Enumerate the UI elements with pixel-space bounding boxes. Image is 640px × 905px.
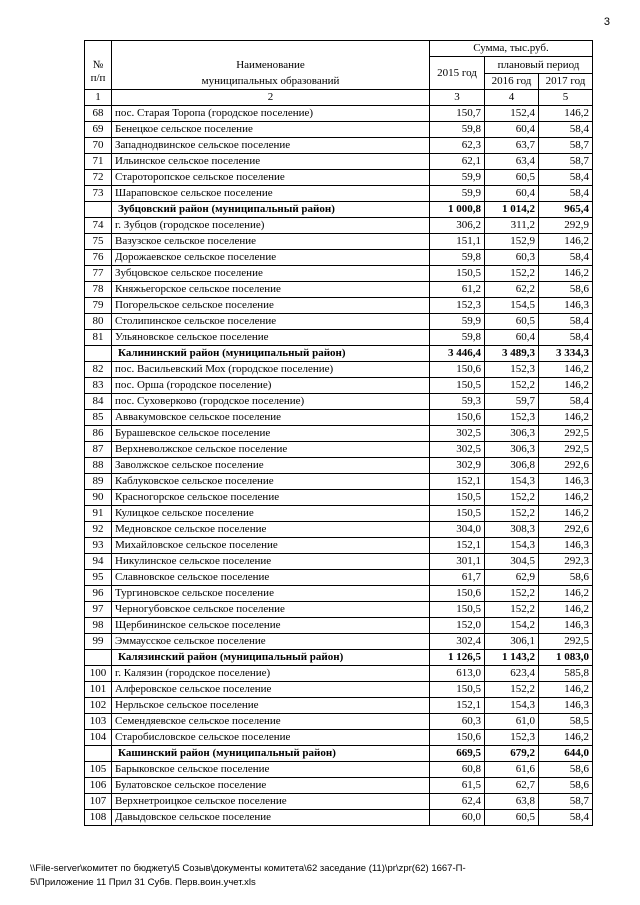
value-2015: 304,0: [430, 522, 485, 538]
value-2017: 58,4: [539, 810, 593, 826]
header-2017: 2017 год: [539, 74, 593, 90]
value-2015: 62,1: [430, 154, 485, 170]
value-2017: 146,2: [539, 586, 593, 602]
value-2015: 150,5: [430, 506, 485, 522]
row-number: 77: [85, 266, 112, 282]
value-2017: 146,2: [539, 410, 593, 426]
value-2016: 623,4: [485, 666, 539, 682]
value-2015: 152,0: [430, 618, 485, 634]
municipality-name: Западнодвинское сельское поселение: [112, 138, 430, 154]
row-number: 103: [85, 714, 112, 730]
value-2017: 58,6: [539, 282, 593, 298]
municipality-name: Каблуковское сельское поселение: [112, 474, 430, 490]
header-planned: плановый период: [485, 57, 593, 74]
table-row: [85, 330, 593, 346]
table-row: [85, 794, 593, 810]
value-2015: 61,5: [430, 778, 485, 794]
row-number: 95: [85, 570, 112, 586]
col-index-5: 5: [539, 90, 593, 106]
value-2015: 301,1: [430, 554, 485, 570]
municipality-name: г. Калязин (городское поселение): [112, 666, 430, 682]
value-2016: 154,3: [485, 538, 539, 554]
value-2017: 585,8: [539, 666, 593, 682]
municipality-name: пос. Васильевский Мох (городское поселение): [112, 362, 430, 378]
municipality-name: пос. Орша (городское поселение): [112, 378, 430, 394]
row-number: 74: [85, 218, 112, 234]
table-row: [85, 762, 593, 778]
value-2015: 60,3: [430, 714, 485, 730]
value-2015: 59,9: [430, 314, 485, 330]
value-2017: 292,6: [539, 458, 593, 474]
value-2015: 150,5: [430, 490, 485, 506]
table-row: [85, 154, 593, 170]
row-number: [85, 202, 112, 218]
value-2015: 59,3: [430, 394, 485, 410]
district-total-row: [85, 650, 593, 666]
value-2016: 306,1: [485, 634, 539, 650]
value-2017: 146,3: [539, 538, 593, 554]
table-row: [85, 250, 593, 266]
row-number: 85: [85, 410, 112, 426]
row-number: 73: [85, 186, 112, 202]
value-2016: 152,2: [485, 602, 539, 618]
value-2015: 150,5: [430, 682, 485, 698]
municipality-name: Славновское сельское поселение: [112, 570, 430, 586]
municipality-name: Столипинское сельское поселение: [112, 314, 430, 330]
table-body: [85, 106, 593, 826]
value-2015: 59,8: [430, 250, 485, 266]
value-2015: 302,5: [430, 426, 485, 442]
row-number: 105: [85, 762, 112, 778]
row-number: 99: [85, 634, 112, 650]
header-name: [112, 41, 430, 90]
row-number: [85, 650, 112, 666]
value-2016: 152,2: [485, 378, 539, 394]
value-2016: 152,2: [485, 586, 539, 602]
row-number: 94: [85, 554, 112, 570]
municipality-name: Щербининское сельское поселение: [112, 618, 430, 634]
table-row: [85, 362, 593, 378]
value-2017: 644,0: [539, 746, 593, 762]
value-2016: 3 489,3: [485, 346, 539, 362]
row-number: 87: [85, 442, 112, 458]
value-2015: 150,6: [430, 730, 485, 746]
municipality-name: Ильинское сельское поселение: [112, 154, 430, 170]
value-2017: 1 083,0: [539, 650, 593, 666]
value-2017: 965,4: [539, 202, 593, 218]
value-2017: 292,3: [539, 554, 593, 570]
value-2016: 61,6: [485, 762, 539, 778]
row-number: 101: [85, 682, 112, 698]
municipality-name: Зубцовский район (муниципальный район): [112, 202, 430, 218]
table-row: [85, 602, 593, 618]
value-2015: 150,6: [430, 410, 485, 426]
value-2017: 292,5: [539, 442, 593, 458]
municipality-name: Староторопское сельское поселение: [112, 170, 430, 186]
value-2016: 60,5: [485, 810, 539, 826]
municipality-name: Шараповское сельское поселение: [112, 186, 430, 202]
row-number: 81: [85, 330, 112, 346]
col-index-3: 3: [430, 90, 485, 106]
value-2016: 152,3: [485, 362, 539, 378]
table-row: [85, 778, 593, 794]
value-2016: 60,4: [485, 330, 539, 346]
table-row: [85, 266, 593, 282]
row-number: 70: [85, 138, 112, 154]
row-number: 71: [85, 154, 112, 170]
table-row: [85, 298, 593, 314]
row-number: 98: [85, 618, 112, 634]
row-number: 79: [85, 298, 112, 314]
value-2015: 1 000,8: [430, 202, 485, 218]
value-2017: 146,2: [539, 730, 593, 746]
value-2016: 63,8: [485, 794, 539, 810]
col-index-4: 4: [485, 90, 539, 106]
value-2015: 306,2: [430, 218, 485, 234]
row-number: 86: [85, 426, 112, 442]
row-number: 80: [85, 314, 112, 330]
footer-line-2: 5\Приложение 11 Прил 31 Субв. Перв.воин.учет.xls: [30, 877, 256, 888]
value-2015: 61,7: [430, 570, 485, 586]
file-path-footer: [30, 862, 610, 890]
municipality-name: Верхневолжское сельское поселение: [112, 442, 430, 458]
municipality-name: Заволжское сельское поселение: [112, 458, 430, 474]
municipality-name: Верхнетроицкое сельское поселение: [112, 794, 430, 810]
value-2015: 152,1: [430, 698, 485, 714]
municipality-name: Алферовское сельское поселение: [112, 682, 430, 698]
value-2015: 62,3: [430, 138, 485, 154]
municipality-name: Погорельское сельское поселение: [112, 298, 430, 314]
value-2016: 62,2: [485, 282, 539, 298]
header-num-label: № п/п: [90, 58, 106, 84]
row-number: 97: [85, 602, 112, 618]
municipality-name: Старобисловское сельское поселение: [112, 730, 430, 746]
municipality-name: Калининский район (муниципальный район): [112, 346, 430, 362]
row-number: [85, 346, 112, 362]
row-number: 83: [85, 378, 112, 394]
row-number: 69: [85, 122, 112, 138]
col-index-1: 1: [85, 90, 112, 106]
municipality-name: Зубцовское сельское поселение: [112, 266, 430, 282]
value-2017: 146,3: [539, 618, 593, 634]
value-2015: 3 446,4: [430, 346, 485, 362]
value-2017: 146,2: [539, 602, 593, 618]
value-2015: 152,1: [430, 474, 485, 490]
row-number: 89: [85, 474, 112, 490]
row-number: 68: [85, 106, 112, 122]
row-number: 84: [85, 394, 112, 410]
municipality-name: Красногорское сельское поселение: [112, 490, 430, 506]
table-row: [85, 442, 593, 458]
municipality-name: Вазузское сельское поселение: [112, 234, 430, 250]
value-2016: 152,2: [485, 266, 539, 282]
value-2016: 60,5: [485, 314, 539, 330]
value-2017: 58,6: [539, 762, 593, 778]
value-2017: 58,5: [539, 714, 593, 730]
table-row: [85, 730, 593, 746]
value-2015: 150,7: [430, 106, 485, 122]
table-row: [85, 618, 593, 634]
table-row: [85, 138, 593, 154]
value-2016: 62,9: [485, 570, 539, 586]
table-row: [85, 378, 593, 394]
value-2017: 292,9: [539, 218, 593, 234]
municipality-name: Кашинский район (муниципальный район): [112, 746, 430, 762]
value-2016: 1 143,2: [485, 650, 539, 666]
municipality-name: пос. Суховерково (городское поселение): [112, 394, 430, 410]
value-2017: 146,3: [539, 298, 593, 314]
table-row: [85, 506, 593, 522]
value-2017: 146,2: [539, 362, 593, 378]
municipality-name: Аввакумовское сельское поселение: [112, 410, 430, 426]
table-row: [85, 522, 593, 538]
table-row: [85, 554, 593, 570]
table-row: [85, 586, 593, 602]
row-number: 88: [85, 458, 112, 474]
municipality-name: Калязинский район (муниципальный район): [112, 650, 430, 666]
row-number: 107: [85, 794, 112, 810]
value-2015: 669,5: [430, 746, 485, 762]
table-row: [85, 714, 593, 730]
value-2016: 63,7: [485, 138, 539, 154]
municipality-name: Княжьегорское сельское поселение: [112, 282, 430, 298]
value-2016: 306,8: [485, 458, 539, 474]
value-2016: 152,2: [485, 490, 539, 506]
row-number: 108: [85, 810, 112, 826]
value-2017: 3 334,3: [539, 346, 593, 362]
table-row: [85, 426, 593, 442]
row-number: 82: [85, 362, 112, 378]
table-row: [85, 538, 593, 554]
value-2016: 152,3: [485, 410, 539, 426]
value-2015: 62,4: [430, 794, 485, 810]
municipality-name: Бурашевское сельское поселение: [112, 426, 430, 442]
municipality-name: Никулинское сельское поселение: [112, 554, 430, 570]
row-number: 104: [85, 730, 112, 746]
municipality-name: Кулицкое сельское поселение: [112, 506, 430, 522]
table-row: [85, 106, 593, 122]
municipality-name: Дорожаевское сельское поселение: [112, 250, 430, 266]
municipality-name: Тургиновское сельское поселение: [112, 586, 430, 602]
value-2017: 146,2: [539, 506, 593, 522]
row-number: 96: [85, 586, 112, 602]
municipality-name: Булатовское сельское поселение: [112, 778, 430, 794]
value-2017: 292,6: [539, 522, 593, 538]
value-2016: 152,2: [485, 506, 539, 522]
value-2015: 150,5: [430, 602, 485, 618]
value-2016: 152,2: [485, 682, 539, 698]
value-2016: 154,5: [485, 298, 539, 314]
value-2016: 306,3: [485, 426, 539, 442]
value-2016: 679,2: [485, 746, 539, 762]
value-2017: 146,3: [539, 698, 593, 714]
value-2016: 59,7: [485, 394, 539, 410]
municipality-name: Черногубовское сельское поселение: [112, 602, 430, 618]
row-number: 92: [85, 522, 112, 538]
value-2015: 302,4: [430, 634, 485, 650]
value-2015: 150,5: [430, 266, 485, 282]
municipality-name: Нерльское сельское поселение: [112, 698, 430, 714]
municipality-name: Давыдовское сельское поселение: [112, 810, 430, 826]
value-2015: 613,0: [430, 666, 485, 682]
value-2017: 146,2: [539, 266, 593, 282]
table-row: [85, 458, 593, 474]
municipality-name: Бенецкое сельское поселение: [112, 122, 430, 138]
value-2016: 60,4: [485, 122, 539, 138]
table-row: [85, 490, 593, 506]
value-2016: 154,2: [485, 618, 539, 634]
value-2017: 292,5: [539, 426, 593, 442]
row-number: 76: [85, 250, 112, 266]
value-2016: 154,3: [485, 698, 539, 714]
table-row: [85, 682, 593, 698]
row-number: [85, 746, 112, 762]
municipality-name: Семендяевское сельское поселение: [112, 714, 430, 730]
value-2017: 58,4: [539, 186, 593, 202]
value-2015: 59,8: [430, 330, 485, 346]
value-2017: 58,4: [539, 122, 593, 138]
value-2017: 58,7: [539, 154, 593, 170]
value-2015: 59,8: [430, 122, 485, 138]
row-number: 100: [85, 666, 112, 682]
table-row: [85, 810, 593, 826]
value-2017: 58,4: [539, 394, 593, 410]
row-number: 102: [85, 698, 112, 714]
header-num: [85, 41, 112, 90]
district-total-row: [85, 346, 593, 362]
col-index-2: 2: [112, 90, 430, 106]
value-2015: 152,3: [430, 298, 485, 314]
value-2017: 58,4: [539, 330, 593, 346]
value-2016: 62,7: [485, 778, 539, 794]
table-row: [85, 410, 593, 426]
row-number: 91: [85, 506, 112, 522]
municipality-name: Барыковское сельское поселение: [112, 762, 430, 778]
table-row: [85, 282, 593, 298]
value-2017: 58,6: [539, 570, 593, 586]
table-row: [85, 218, 593, 234]
table-row: [85, 170, 593, 186]
value-2016: 61,0: [485, 714, 539, 730]
value-2015: 150,5: [430, 378, 485, 394]
table-row: [85, 186, 593, 202]
value-2015: 59,9: [430, 186, 485, 202]
table-row: [85, 314, 593, 330]
row-number: 93: [85, 538, 112, 554]
municipality-name: пос. Старая Торопа (городское поселение): [112, 106, 430, 122]
value-2015: 152,1: [430, 538, 485, 554]
municipality-name: Михайловское сельское поселение: [112, 538, 430, 554]
row-number: 72: [85, 170, 112, 186]
value-2017: 146,2: [539, 234, 593, 250]
value-2016: 311,2: [485, 218, 539, 234]
value-2017: 146,3: [539, 474, 593, 490]
value-2016: 60,3: [485, 250, 539, 266]
value-2015: 1 126,5: [430, 650, 485, 666]
table-row: [85, 234, 593, 250]
value-2015: 59,9: [430, 170, 485, 186]
value-2017: 58,4: [539, 250, 593, 266]
row-number: 106: [85, 778, 112, 794]
table-row: [85, 698, 593, 714]
value-2016: 304,5: [485, 554, 539, 570]
value-2017: 146,2: [539, 490, 593, 506]
row-number: 90: [85, 490, 112, 506]
row-number: 78: [85, 282, 112, 298]
value-2017: 292,5: [539, 634, 593, 650]
value-2017: 146,2: [539, 378, 593, 394]
value-2017: 58,4: [539, 170, 593, 186]
footer-line-1: \\File-server\комитет по бюджету\5 Созыв\документы комитета\62 заседание (11)\pr\zpr(62) 1667-П-: [30, 863, 466, 874]
value-2015: 302,5: [430, 442, 485, 458]
value-2015: 61,2: [430, 282, 485, 298]
header-name-label: Наименование муниципальных образований: [201, 59, 340, 87]
value-2015: 60,8: [430, 762, 485, 778]
district-total-row: [85, 746, 593, 762]
header-sum: Сумма, тыс.руб.: [430, 41, 593, 57]
value-2015: 302,9: [430, 458, 485, 474]
value-2016: 152,3: [485, 730, 539, 746]
table-row: [85, 394, 593, 410]
value-2016: 152,9: [485, 234, 539, 250]
value-2016: 63,4: [485, 154, 539, 170]
value-2016: 308,3: [485, 522, 539, 538]
header-2015: 2015 год: [430, 57, 485, 90]
district-total-row: [85, 202, 593, 218]
municipality-name: Медновское сельское поселение: [112, 522, 430, 538]
table-row: [85, 474, 593, 490]
page-number: 3: [603, 16, 610, 28]
value-2017: 58,7: [539, 138, 593, 154]
value-2016: 152,4: [485, 106, 539, 122]
table-row: [85, 634, 593, 650]
value-2017: 58,6: [539, 778, 593, 794]
value-2015: 150,6: [430, 586, 485, 602]
value-2015: 150,6: [430, 362, 485, 378]
value-2017: 58,7: [539, 794, 593, 810]
municipality-name: г. Зубцов (городское поселение): [112, 218, 430, 234]
value-2016: 1 014,2: [485, 202, 539, 218]
row-number: 75: [85, 234, 112, 250]
value-2016: 60,5: [485, 170, 539, 186]
value-2016: 154,3: [485, 474, 539, 490]
table-row: [85, 570, 593, 586]
table-row: [85, 122, 593, 138]
value-2016: 306,3: [485, 442, 539, 458]
value-2015: 151,1: [430, 234, 485, 250]
value-2017: 146,2: [539, 682, 593, 698]
table-row: [85, 666, 593, 682]
header-2016: 2016 год: [485, 74, 539, 90]
value-2015: 60,0: [430, 810, 485, 826]
budget-table: [84, 40, 593, 826]
value-2017: 146,2: [539, 106, 593, 122]
value-2016: 60,4: [485, 186, 539, 202]
municipality-name: Эммаусское сельское поселение: [112, 634, 430, 650]
value-2017: 58,4: [539, 314, 593, 330]
municipality-name: Ульяновское сельское поселение: [112, 330, 430, 346]
